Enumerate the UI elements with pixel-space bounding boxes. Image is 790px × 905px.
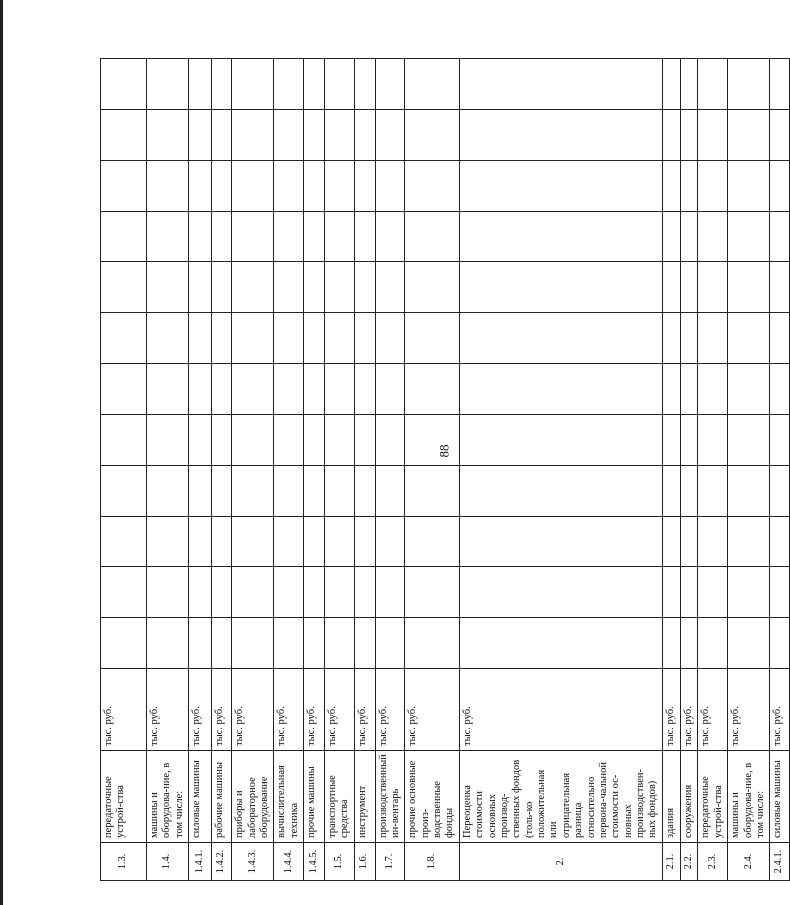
- value-cell: [662, 160, 680, 211]
- value-cell: [304, 211, 325, 262]
- value-cell: [354, 567, 375, 618]
- value-cell: [770, 109, 789, 160]
- value-cell: [728, 59, 770, 110]
- table-row: [375, 59, 405, 881]
- value-cell: [354, 59, 375, 110]
- value-cell: [680, 465, 698, 516]
- value-cell: [770, 516, 789, 567]
- value-cell: [274, 160, 304, 211]
- table-row: [680, 59, 698, 881]
- value-cell: [324, 160, 354, 211]
- row-unit: тыс. руб.: [375, 669, 405, 751]
- table-row: [770, 59, 789, 881]
- value-cell: [304, 109, 325, 160]
- value-cell: [405, 313, 460, 364]
- value-cell: [189, 364, 211, 415]
- value-cell: [680, 262, 698, 313]
- value-cell: [459, 262, 662, 313]
- value-cell: [459, 364, 662, 415]
- row-number: 1.5.: [324, 843, 354, 881]
- value-cell: [459, 59, 662, 110]
- value-cell: [680, 516, 698, 567]
- value-cell: [304, 414, 325, 465]
- row-name: машины и оборудова-ние, в том числе:: [728, 751, 770, 843]
- table-row: [189, 59, 211, 881]
- value-cell: [211, 618, 232, 669]
- value-cell: [211, 567, 232, 618]
- value-cell: [459, 618, 662, 669]
- value-cell: [189, 414, 211, 465]
- value-cell: [728, 618, 770, 669]
- value-cell: [728, 567, 770, 618]
- value-cell: [304, 364, 325, 415]
- value-cell: [101, 414, 147, 465]
- table-row: [211, 59, 232, 881]
- row-unit: тыс. руб.: [680, 669, 698, 751]
- value-cell: [211, 59, 232, 110]
- value-cell: [274, 567, 304, 618]
- value-cell: [101, 364, 147, 415]
- value-cell: [101, 160, 147, 211]
- value-cell: [375, 109, 405, 160]
- value-cell: [405, 618, 460, 669]
- value-cell: [459, 567, 662, 618]
- value-cell: [698, 567, 728, 618]
- value-cell: [405, 364, 460, 415]
- value-cell: [274, 618, 304, 669]
- value-cell: [189, 262, 211, 313]
- value-cell: [405, 465, 460, 516]
- row-unit: тыс. руб.: [459, 669, 662, 751]
- value-cell: [354, 414, 375, 465]
- value-cell: [698, 262, 728, 313]
- value-cell: [101, 618, 147, 669]
- value-cell: [304, 59, 325, 110]
- value-cell: [405, 160, 460, 211]
- row-name: машины и оборудова-ние, в том числе:: [147, 751, 189, 843]
- value-cell: [211, 465, 232, 516]
- table-row: [101, 59, 147, 881]
- value-cell: [459, 465, 662, 516]
- value-cell: [662, 262, 680, 313]
- value-cell: [189, 567, 211, 618]
- row-name: прочие машины: [304, 751, 325, 843]
- value-cell: [274, 211, 304, 262]
- row-unit: тыс. руб.: [770, 669, 789, 751]
- value-cell: [354, 262, 375, 313]
- value-cell: [728, 364, 770, 415]
- page-number: 88: [436, 444, 452, 458]
- row-unit: тыс. руб.: [274, 669, 304, 751]
- rotated-table-wrapper: [100, 58, 785, 881]
- row-number: 2.4.1.: [770, 843, 789, 881]
- value-cell: [232, 414, 274, 465]
- value-cell: [662, 211, 680, 262]
- value-cell: [770, 465, 789, 516]
- value-cell: [147, 364, 189, 415]
- value-cell: [698, 211, 728, 262]
- table-row: [324, 59, 354, 881]
- value-cell: [274, 109, 304, 160]
- value-cell: [189, 109, 211, 160]
- row-unit: тыс. руб.: [232, 669, 274, 751]
- value-cell: [324, 262, 354, 313]
- value-cell: [232, 465, 274, 516]
- row-unit: тыс. руб.: [189, 669, 211, 751]
- value-cell: [324, 465, 354, 516]
- value-cell: [274, 262, 304, 313]
- row-unit: тыс. руб.: [304, 669, 325, 751]
- value-cell: [770, 414, 789, 465]
- value-cell: [101, 59, 147, 110]
- row-number: 1.4.3.: [232, 843, 274, 881]
- value-cell: [662, 364, 680, 415]
- table-row: [304, 59, 325, 881]
- value-cell: [770, 313, 789, 364]
- value-cell: [304, 465, 325, 516]
- value-cell: [459, 211, 662, 262]
- value-cell: [680, 109, 698, 160]
- value-cell: [147, 262, 189, 313]
- row-name: здания: [662, 751, 680, 843]
- value-cell: [324, 618, 354, 669]
- value-cell: [375, 465, 405, 516]
- value-cell: [375, 516, 405, 567]
- value-cell: [354, 313, 375, 364]
- value-cell: [770, 59, 789, 110]
- row-unit: тыс. руб.: [147, 669, 189, 751]
- value-cell: [232, 59, 274, 110]
- value-cell: [354, 109, 375, 160]
- value-cell: [375, 211, 405, 262]
- value-cell: [375, 313, 405, 364]
- value-cell: [211, 211, 232, 262]
- row-number: 1.3.: [101, 843, 147, 881]
- value-cell: [304, 313, 325, 364]
- row-number: 2.1.: [662, 843, 680, 881]
- value-cell: [211, 364, 232, 415]
- value-cell: [211, 160, 232, 211]
- value-cell: [459, 516, 662, 567]
- value-cell: [405, 211, 460, 262]
- value-cell: [662, 618, 680, 669]
- value-cell: [324, 109, 354, 160]
- value-cell: [770, 160, 789, 211]
- value-cell: [304, 516, 325, 567]
- value-cell: [405, 59, 460, 110]
- row-unit: тыс. руб.: [405, 669, 460, 751]
- value-cell: [405, 567, 460, 618]
- value-cell: [770, 262, 789, 313]
- value-cell: [405, 414, 460, 465]
- value-cell: [189, 211, 211, 262]
- value-cell: [728, 465, 770, 516]
- row-name: вычислительная техника: [274, 751, 304, 843]
- value-cell: [698, 160, 728, 211]
- value-cell: [662, 109, 680, 160]
- value-cell: [274, 414, 304, 465]
- table-row: [728, 59, 770, 881]
- value-cell: [101, 211, 147, 262]
- table-row: [147, 59, 189, 881]
- row-number: 1.4.2.: [211, 843, 232, 881]
- row-name: прочие основные произ-водственные фонды: [405, 751, 460, 843]
- value-cell: [274, 59, 304, 110]
- value-cell: [304, 262, 325, 313]
- value-cell: [698, 59, 728, 110]
- value-cell: [354, 211, 375, 262]
- value-cell: [147, 516, 189, 567]
- value-cell: [274, 465, 304, 516]
- table-row: [405, 59, 460, 881]
- value-cell: [232, 211, 274, 262]
- value-cell: [662, 313, 680, 364]
- value-cell: [375, 618, 405, 669]
- value-cell: [189, 160, 211, 211]
- value-cell: [662, 59, 680, 110]
- table-area: [100, 58, 785, 881]
- value-cell: [375, 160, 405, 211]
- value-cell: [189, 465, 211, 516]
- value-cell: [189, 59, 211, 110]
- table-row: [274, 59, 304, 881]
- value-cell: [770, 211, 789, 262]
- value-cell: [101, 109, 147, 160]
- row-name: инструмент: [354, 751, 375, 843]
- row-name: приборы и лабораторное оборудование: [232, 751, 274, 843]
- value-cell: [147, 109, 189, 160]
- value-cell: [101, 262, 147, 313]
- row-number: 2.2.: [680, 843, 698, 881]
- value-cell: [375, 414, 405, 465]
- table-row: [698, 59, 728, 881]
- value-cell: [324, 211, 354, 262]
- value-cell: [728, 160, 770, 211]
- row-number: 1.7.: [375, 843, 405, 881]
- row-unit: тыс. руб.: [211, 669, 232, 751]
- row-unit: тыс. руб.: [698, 669, 728, 751]
- value-cell: [680, 414, 698, 465]
- value-cell: [147, 160, 189, 211]
- value-cell: [375, 262, 405, 313]
- value-cell: [147, 313, 189, 364]
- row-number: 2.: [459, 843, 662, 881]
- value-cell: [662, 516, 680, 567]
- row-name: транспортные средства: [324, 751, 354, 843]
- value-cell: [459, 109, 662, 160]
- value-cell: [324, 567, 354, 618]
- table-row: [354, 59, 375, 881]
- value-cell: [375, 364, 405, 415]
- value-cell: [232, 109, 274, 160]
- value-cell: [232, 516, 274, 567]
- row-unit: тыс. руб.: [324, 669, 354, 751]
- value-cell: [728, 516, 770, 567]
- value-cell: [354, 160, 375, 211]
- row-number: 2.4.: [728, 843, 770, 881]
- value-cell: [459, 160, 662, 211]
- value-cell: [304, 618, 325, 669]
- table-row: [662, 59, 680, 881]
- value-cell: [304, 160, 325, 211]
- value-cell: [728, 414, 770, 465]
- row-number: 1.8.: [405, 843, 460, 881]
- value-cell: [662, 567, 680, 618]
- row-number: 1.6.: [354, 843, 375, 881]
- value-cell: [101, 567, 147, 618]
- value-cell: [324, 516, 354, 567]
- value-cell: [304, 567, 325, 618]
- row-name: рабочие машины: [211, 751, 232, 843]
- value-cell: [680, 313, 698, 364]
- value-cell: [698, 414, 728, 465]
- value-cell: [698, 109, 728, 160]
- value-cell: [680, 567, 698, 618]
- value-cell: [147, 59, 189, 110]
- value-cell: [147, 465, 189, 516]
- value-cell: [211, 109, 232, 160]
- value-cell: [770, 567, 789, 618]
- value-cell: [405, 109, 460, 160]
- value-cell: [147, 618, 189, 669]
- row-unit: тыс. руб.: [728, 669, 770, 751]
- value-cell: [680, 59, 698, 110]
- row-number: 1.4.: [147, 843, 189, 881]
- value-cell: [147, 567, 189, 618]
- row-name: силовые машины: [189, 751, 211, 843]
- row-unit: тыс. руб.: [662, 669, 680, 751]
- value-cell: [698, 618, 728, 669]
- value-cell: [662, 414, 680, 465]
- value-cell: [698, 364, 728, 415]
- value-cell: [101, 313, 147, 364]
- value-cell: [354, 364, 375, 415]
- value-cell: [354, 465, 375, 516]
- value-cell: [324, 414, 354, 465]
- value-cell: [232, 262, 274, 313]
- table-row: [459, 59, 662, 881]
- row-name: силовые машины: [770, 751, 789, 843]
- row-name: производственный ин-вентарь: [375, 751, 405, 843]
- value-cell: [680, 211, 698, 262]
- value-cell: [211, 262, 232, 313]
- row-number: 1.4.1.: [189, 843, 211, 881]
- value-cell: [232, 160, 274, 211]
- value-cell: [698, 465, 728, 516]
- scan-edge: [0, 0, 3, 905]
- value-cell: [211, 414, 232, 465]
- value-cell: [728, 313, 770, 364]
- value-cell: [232, 313, 274, 364]
- value-cell: [770, 364, 789, 415]
- value-cell: [405, 516, 460, 567]
- value-cell: [728, 262, 770, 313]
- value-cell: [375, 567, 405, 618]
- value-cell: [354, 516, 375, 567]
- value-cell: [189, 618, 211, 669]
- value-cell: [354, 618, 375, 669]
- row-name: передаточные устрой-ства: [698, 751, 728, 843]
- value-cell: [324, 313, 354, 364]
- value-cell: [101, 465, 147, 516]
- value-cell: [189, 516, 211, 567]
- value-cell: [274, 313, 304, 364]
- row-number: 1.4.5.: [304, 843, 325, 881]
- row-number: 1.4.4.: [274, 843, 304, 881]
- value-cell: [770, 618, 789, 669]
- row-unit: тыс. руб.: [101, 669, 147, 751]
- value-cell: [147, 414, 189, 465]
- value-cell: [324, 59, 354, 110]
- value-cell: [274, 364, 304, 415]
- value-cell: [101, 516, 147, 567]
- value-cell: [698, 313, 728, 364]
- value-cell: [459, 414, 662, 465]
- value-cell: [405, 262, 460, 313]
- row-name: передаточные устрой-ства: [101, 751, 147, 843]
- value-cell: [324, 364, 354, 415]
- row-name: Переоценка стоимости основных производ-ственных фондов (толь-ко положительная или отрицательная разница относительно первона-чальной стоимости ос-новных производствен-ных фондов): [459, 751, 662, 843]
- value-cell: [232, 618, 274, 669]
- value-cell: [375, 59, 405, 110]
- value-cell: [698, 516, 728, 567]
- row-name: сооружения: [680, 751, 698, 843]
- table-row: [232, 59, 274, 881]
- value-cell: [232, 567, 274, 618]
- value-cell: [728, 109, 770, 160]
- row-number: 2.3.: [698, 843, 728, 881]
- value-cell: [680, 364, 698, 415]
- value-cell: [680, 618, 698, 669]
- value-cell: [662, 465, 680, 516]
- value-cell: [189, 313, 211, 364]
- value-cell: [274, 516, 304, 567]
- value-cell: [211, 516, 232, 567]
- value-cell: [211, 313, 232, 364]
- row-unit: тыс. руб.: [354, 669, 375, 751]
- value-cell: [459, 313, 662, 364]
- value-cell: [147, 211, 189, 262]
- data-table: [100, 58, 790, 881]
- value-cell: [680, 160, 698, 211]
- value-cell: [728, 211, 770, 262]
- value-cell: [232, 364, 274, 415]
